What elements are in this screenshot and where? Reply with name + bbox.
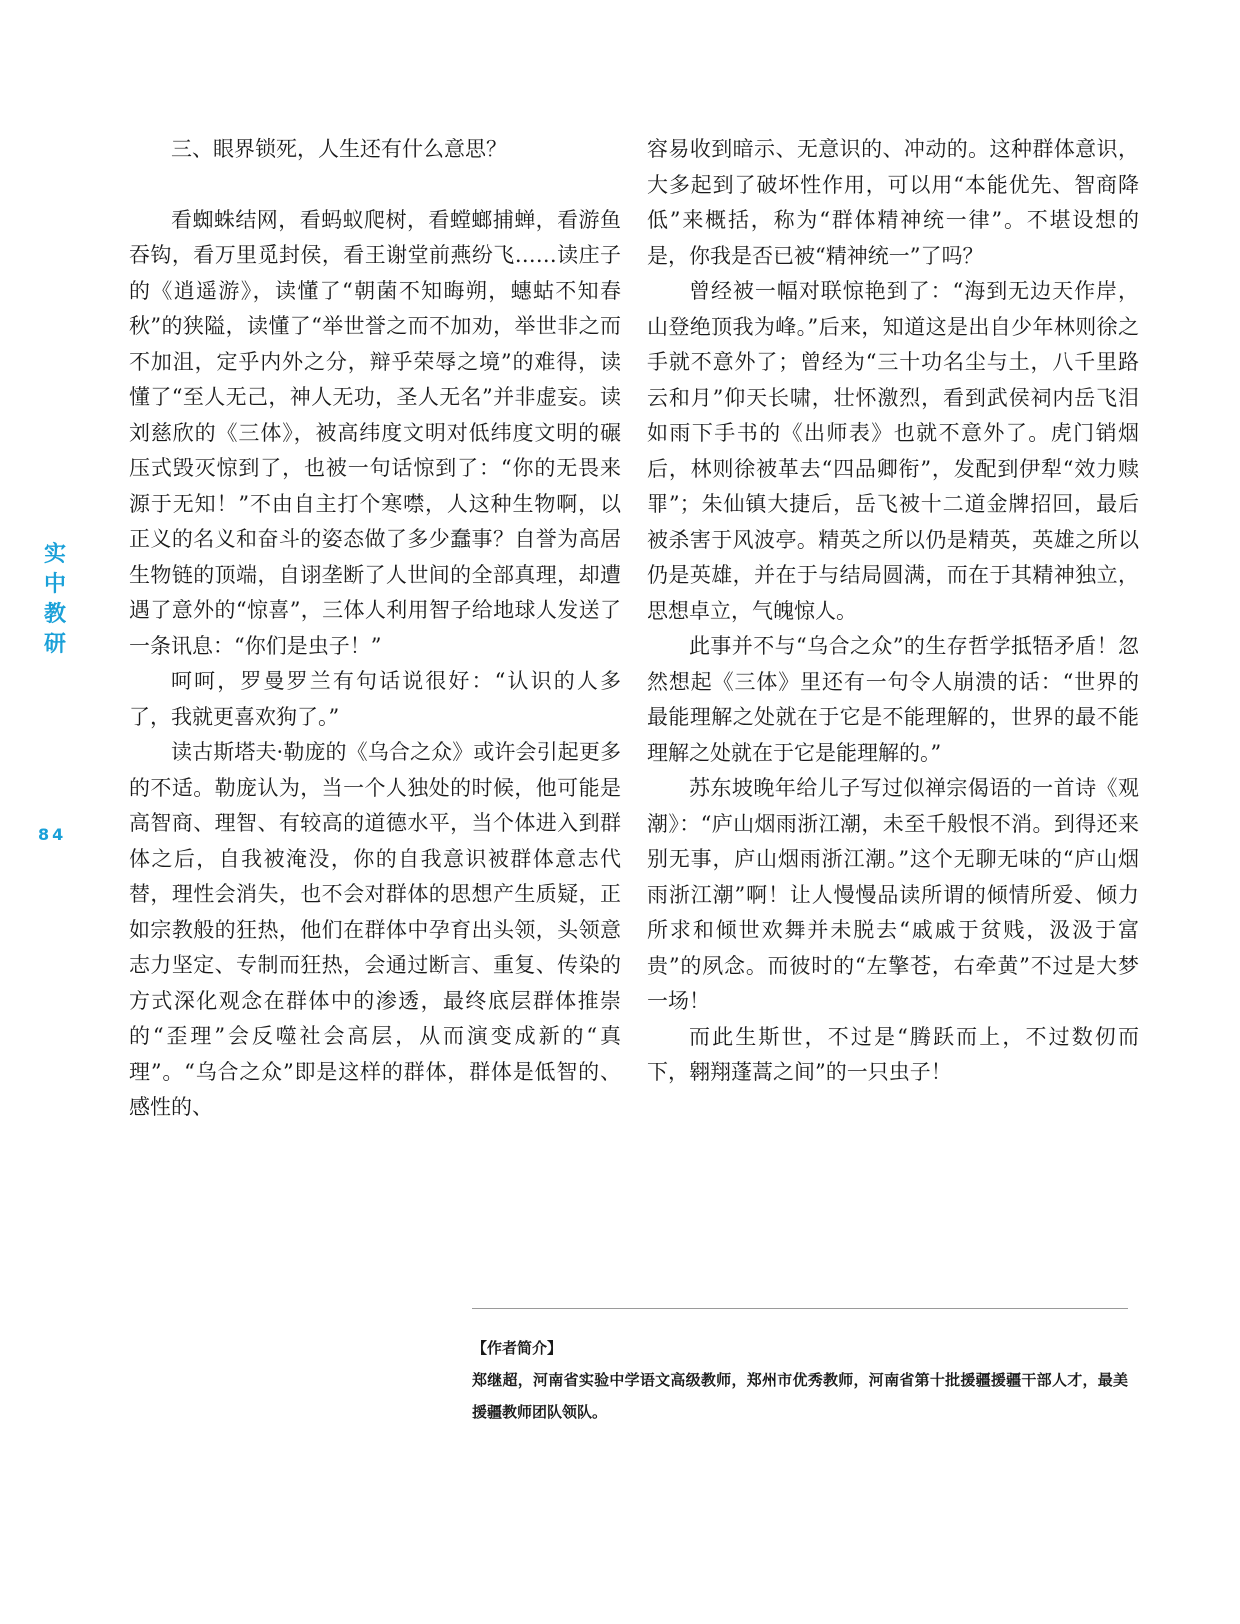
side-label-char: 教 bbox=[43, 602, 66, 627]
paragraph: 读古斯塔夫·勒庞的《乌合之众》或许会引起更多的不适。勒庞认为，当一个人独处的时候，他可能是高智商、理智、有较高的道德水平，当个体进入到群体之后，自我被淹没，你的自我意识被群体意志代替，理性会消失，也不会对群体的思想产生质疑，正如宗教般的狂热，他们在群体中孕育出头领，头领意志力坚定、专制而狂热，会通过断言、重复、传染的方式深化观念在群体中的渗透，最终底层群体推崇的“歪理”会反噬社会高层，从而演变成新的“真理”。“乌合之众”即是这样的群体，群体是低智的、感性的、 bbox=[129, 740, 621, 1119]
side-label-char: 实 bbox=[43, 542, 66, 567]
author-bio-block bbox=[472, 1332, 1128, 1428]
side-label-char: 研 bbox=[43, 632, 66, 657]
paragraph: 呵呵，罗曼罗兰有句话说很好：“认识的人多了，我就更喜欢狗了。” bbox=[129, 669, 621, 729]
journal-side-label bbox=[40, 540, 70, 660]
section-title: 三、眼界锁死，人生还有什么意思？ bbox=[171, 137, 507, 161]
paragraph: 此事并不与“乌合之众”的生存哲学抵牾矛盾！忽然想起《三体》里还有一句令人崩溃的话：“世界的最能理解之处就在于它是不能理解的，世界的最不能理解之处就在于它是能理解的。” bbox=[647, 634, 1139, 765]
paragraph: 而此生斯世，不过是“腾跃而上，不过数仞而下，翱翔蓬蒿之间”的一只虫子！ bbox=[647, 1024, 1139, 1084]
author-bio: 郑继超，河南省实验中学语文高级教师，郑州市优秀教师，河南省第十批援疆援疆干部人才，最美援疆教师团队领队。 bbox=[472, 1371, 1128, 1421]
paragraph: 看蜘蛛结网，看蚂蚁爬树，看螳螂捕蝉，看游鱼吞钩，看万里觅封侯，看王谢堂前燕纷飞……读庄子的《逍遥游》，读懂了“朝菌不知晦朔，蟪蛄不知春秋”的狭隘，读懂了“举世誉之而不加劝，举世非之而不加沮，定乎内外之分，辩乎荣辱之境”的难得，读懂了“至人无己，神人无功，圣人无名”并非虚妄。读刘慈欣的《三体》，被高纬度文明对低纬度文明的碾压式毁灭惊到了，也被一句话惊到了：“你的无畏来源于无知！”不由自主打个寒噤，人这种生物啊，以正义的名义和奋斗的姿态做了多少蠢事？自誉为高居生物链的顶端，自诩垄断了人世间的全部真理，却遭遇了意外的“惊喜”，三体人利用智子给地球人发送了一条讯息：“你们是虫子！” bbox=[129, 207, 621, 658]
page-number: 84 bbox=[38, 825, 67, 844]
article-right-column bbox=[647, 132, 1139, 1091]
paragraph-continuation: 容易收到暗示、无意识的、冲动的。这种群体意识，大多起到了破坏性作用，可以用“本能优先、智商降低”来概括，称为“群体精神统一律”。不堪设想的是，你我是否已被“精神统一”了吗？ bbox=[647, 137, 1139, 268]
paragraph: 曾经被一幅对联惊艳到了：“海到无边天作岸，山登绝顶我为峰。”后来，知道这是出自少年林则徐之手就不意外了；曾经为“三十功名尘与土，八千里路云和月”仰天长啸，壮怀激烈，看到武侯祠内岳飞泪如雨下手书的《出师表》也就不意外了。虎门销烟后，林则徐被革去“四品卿衔”，发配到伊犁“效力赎罪”；朱仙镇大捷后，岳飞被十二道金牌招回，最后被杀害于风波亭。精英之所以仍是精英，英雄之所以仍是英雄，并在于与结局圆满，而在于其精神独立，思想卓立，气魄惊人。 bbox=[647, 279, 1139, 623]
side-label-char: 中 bbox=[43, 572, 66, 597]
article-left-column bbox=[129, 132, 621, 1126]
author-divider bbox=[472, 1308, 1128, 1309]
author-heading: 【作者简介】 bbox=[472, 1339, 563, 1357]
paragraph: 苏东坡晚年给儿子写过似禅宗偈语的一首诗《观潮》：“庐山烟雨浙江潮，未至千般恨不消。到得还来别无事，庐山烟雨浙江潮。”这个无聊无味的“庐山烟雨浙江潮”啊！让人慢慢品读所谓的倾情所爱、倾力所求和倾世欢舞并未脱去“戚戚于贫贱，汲汲于富贵”的夙念。而彼时的“左擎苍，右牵黄”不过是大梦一场！ bbox=[647, 776, 1139, 1013]
